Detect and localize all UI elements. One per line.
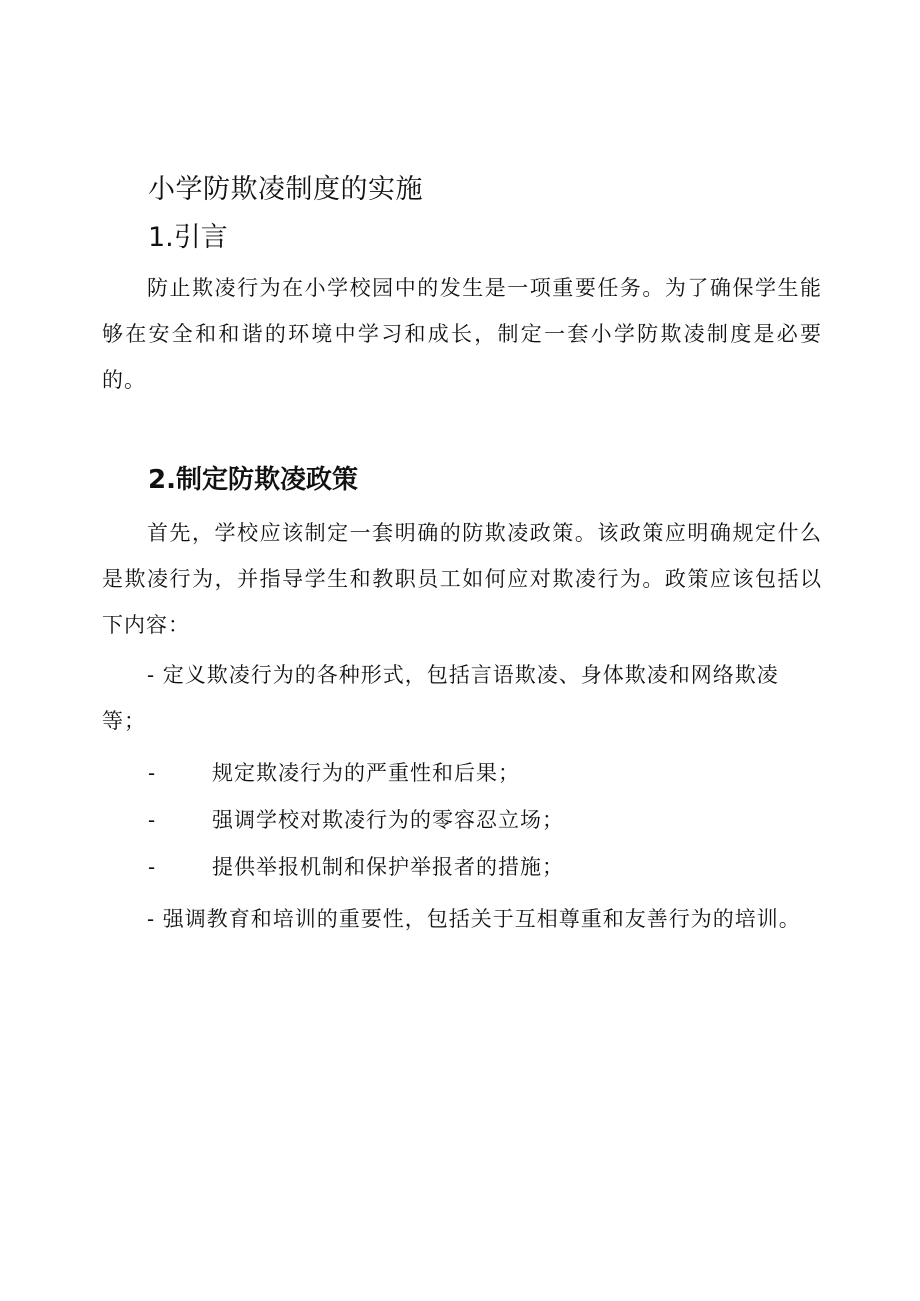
list-item-text: 强调学校对欺凌行为的零容忍立场；: [212, 808, 564, 832]
list-dash: -: [148, 855, 157, 879]
section-heading-policy: 2.制定防欺凌政策: [148, 465, 358, 495]
list-item: [148, 797, 564, 843]
list-item: - 定义欺凌行为的各种形式，包括言语欺凌、身体欺凌和网络欺凌等；: [102, 663, 779, 733]
policy-paragraph: 首先，学校应该制定一套明确的防欺凌政策。该政策应明确规定什么是欺凌行为，并指导学生和教职员工如何应对欺凌行为。政策应该包括以下内容：: [102, 521, 822, 637]
introduction-paragraph: 防止欺凌行为在小学校园中的发生是一项重要任务。为了确保学生能够在安全和和谐的环境中学习和成长，制定一套小学防欺凌制度是必要的。: [102, 276, 822, 392]
section-heading-introduction: 1.引言: [148, 222, 228, 253]
list-item: [148, 750, 520, 796]
list-dash: -: [148, 761, 157, 785]
list-item-text: 规定欺凌行为的严重性和后果；: [212, 761, 520, 785]
list-item: - 强调教育和培训的重要性，包括关于互相尊重和友善行为的培训。: [147, 907, 801, 931]
list-item-text: 提供举报机制和保护举报者的措施；: [212, 855, 564, 879]
list-item: [148, 844, 564, 890]
document-title: 小学防欺凌制度的实施: [148, 174, 423, 205]
list-dash: -: [148, 808, 157, 832]
